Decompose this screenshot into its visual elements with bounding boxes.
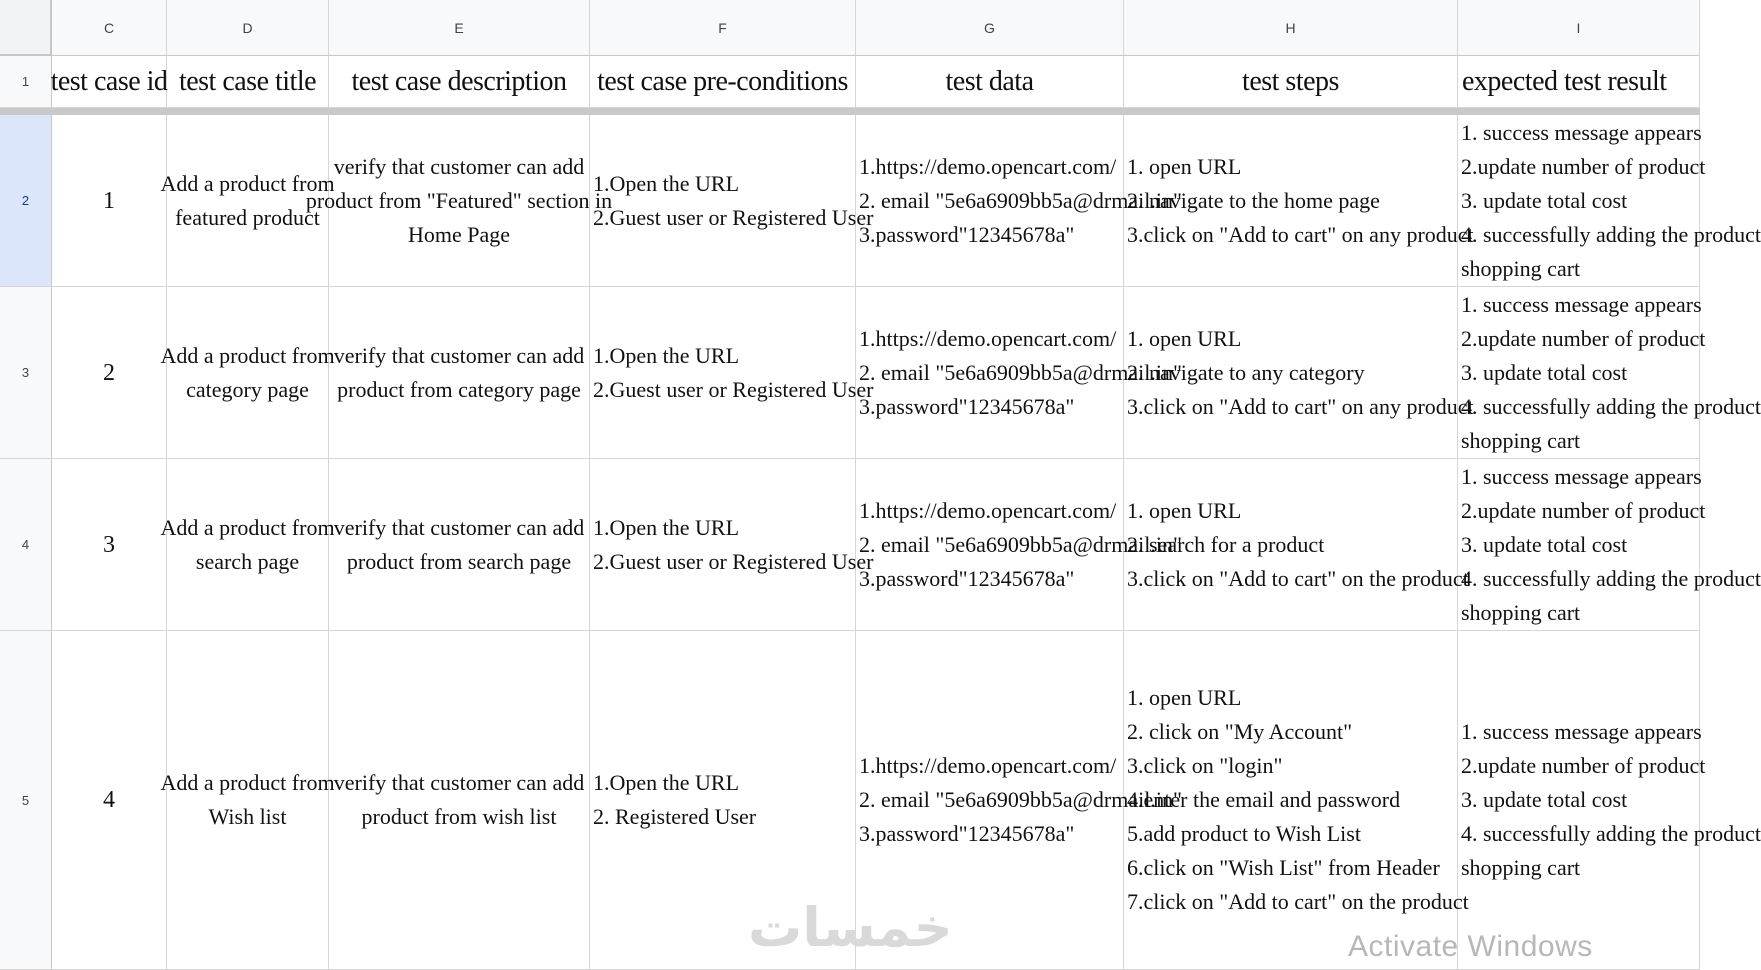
cell-description[interactable] xyxy=(329,459,590,631)
cell-line: Add a product from xyxy=(160,170,335,196)
cell-description[interactable] xyxy=(329,287,590,459)
cell-preconditions[interactable] xyxy=(590,287,874,459)
header-cell-test-case-id[interactable]: test case id xyxy=(52,56,167,108)
freeze-divider xyxy=(856,108,1124,115)
cell-line: 3.click on "Add to cart" on the product xyxy=(1127,565,1469,591)
cell-line: 2.update number of product xyxy=(1461,497,1706,523)
cell-line: 4. successfully adding the product xyxy=(1461,221,1761,247)
cell-line: shopping cart xyxy=(1461,427,1581,453)
header-cell-test-steps[interactable]: test steps xyxy=(1124,56,1458,108)
cell-test-steps[interactable] xyxy=(1124,287,1474,459)
cell-line: shopping cart xyxy=(1461,855,1581,880)
cell-line: 2.update number of product xyxy=(1461,153,1706,179)
cell-line: 5.add product to Wish List xyxy=(1127,821,1361,846)
brand-logo-watermark: خمسات xyxy=(748,896,953,959)
cell-line: product from search page xyxy=(346,548,572,574)
cell-line: 3.password"12345678a" xyxy=(859,393,1075,419)
cell-line: 2.update number of product xyxy=(1461,325,1706,351)
cell-expected-result[interactable] xyxy=(1458,287,1761,459)
cell-line: 3.password"12345678a" xyxy=(859,821,1075,846)
cell-line: product from category page xyxy=(337,376,581,402)
cell-line: 3. update total cost xyxy=(1461,787,1628,812)
row-header-3[interactable]: 3 xyxy=(0,287,52,459)
cell-line: 1. success message appears xyxy=(1461,719,1702,744)
cell-line: 1.https://demo.opencart.com/ xyxy=(859,753,1117,778)
row-header-2[interactable]: 2 xyxy=(0,115,52,287)
cell-line: 7.click on "Add to cart" on the product xyxy=(1127,889,1469,914)
select-all-corner[interactable] xyxy=(0,0,52,56)
cell-line: verify that customer can add xyxy=(333,342,585,368)
freeze-divider xyxy=(1458,108,1700,115)
column-header-f[interactable]: F xyxy=(590,0,856,56)
cell-line: 6.click on "Wish List" from Header xyxy=(1127,855,1440,880)
cell-test-steps[interactable] xyxy=(1124,631,1469,970)
cell-description[interactable] xyxy=(329,631,590,970)
cell-line: 2. navigate to any category xyxy=(1127,359,1365,385)
cell-test-steps[interactable] xyxy=(1124,459,1469,631)
column-header-h[interactable]: H xyxy=(1124,0,1458,56)
cell-test-data[interactable] xyxy=(856,459,1182,631)
cell-line: category page xyxy=(186,376,309,402)
cell-description[interactable] xyxy=(305,115,613,287)
header-cell-expected-result[interactable]: expected test result xyxy=(1458,56,1700,108)
cell-line: featured product xyxy=(175,204,320,230)
cell-line: Add a product from xyxy=(160,514,335,540)
cell-line: 1.https://demo.opencart.com/ xyxy=(859,497,1117,523)
freeze-divider xyxy=(1124,108,1458,115)
cell-test-case-title[interactable] xyxy=(160,287,335,459)
cell-line: 3.click on "Add to cart" on any product xyxy=(1127,221,1474,247)
cell-line: search page xyxy=(195,548,300,574)
cell-line: 1.https://demo.opencart.com/ xyxy=(859,325,1117,351)
cell-line: 3. update total cost xyxy=(1461,531,1628,557)
cell-line: 1.Open the URL xyxy=(593,770,740,795)
cell-line: 4. successfully adding the product xyxy=(1461,565,1761,591)
row-header-4[interactable]: 4 xyxy=(0,459,52,631)
cell-line: 1. open URL xyxy=(1127,685,1242,710)
cell-line: 3.click on "Add to cart" on any product xyxy=(1127,393,1474,419)
cell-test-case-id[interactable]: 1 xyxy=(52,115,167,287)
freeze-divider xyxy=(329,108,590,115)
column-header-e[interactable]: E xyxy=(329,0,590,56)
cell-test-case-title[interactable] xyxy=(160,459,335,631)
cell-line: 1.Open the URL xyxy=(593,342,740,368)
cell-line: 2. search for a product xyxy=(1127,531,1325,557)
cell-line: 2. navigate to the home page xyxy=(1127,187,1380,213)
cell-line: verify that customer can add xyxy=(333,770,585,795)
cell-test-data[interactable] xyxy=(856,115,1182,287)
cell-test-case-id[interactable]: 3 xyxy=(52,459,167,631)
cell-line: shopping cart xyxy=(1461,255,1581,281)
cell-test-case-id[interactable]: 2 xyxy=(52,287,167,459)
cell-line: Add a product from xyxy=(160,342,335,368)
freeze-divider xyxy=(0,108,52,115)
cell-test-case-title[interactable] xyxy=(160,115,335,287)
row-header-1[interactable]: 1 xyxy=(0,56,52,108)
freeze-divider xyxy=(167,108,329,115)
cell-line: 2. Registered User xyxy=(593,804,757,829)
cell-line: 2. click on "My Account" xyxy=(1127,719,1353,744)
cell-line: 2. email "5e6a6909bb5a@drmail.in" xyxy=(859,187,1182,213)
cell-line: 1. success message appears xyxy=(1461,291,1702,317)
header-cell-test-case-title[interactable]: test case title xyxy=(167,56,329,108)
cell-line: 1. success message appears xyxy=(1461,463,1702,489)
cell-line: 4.enter the email and password xyxy=(1127,787,1401,812)
cell-line: 2. email "5e6a6909bb5a@drmail.in" xyxy=(859,359,1182,385)
cell-line: 1. open URL xyxy=(1127,497,1242,523)
cell-expected-result[interactable] xyxy=(1458,631,1761,970)
cell-line: 4. successfully adding the product xyxy=(1461,393,1761,419)
cell-line: 1.Open the URL xyxy=(593,514,740,540)
cell-test-case-title[interactable] xyxy=(160,631,335,970)
cell-line: Wish list xyxy=(208,804,287,829)
cell-line: 2.update number of product xyxy=(1461,753,1706,778)
cell-line: Home Page xyxy=(407,221,511,247)
cell-line: 3.password"12345678a" xyxy=(859,221,1075,247)
cell-preconditions[interactable] xyxy=(590,459,874,631)
cell-expected-result[interactable] xyxy=(1458,459,1761,631)
cell-line: product from "Featured" section in xyxy=(305,187,613,213)
cell-line: verify that customer can add xyxy=(333,153,585,179)
cell-line: 2.Guest user or Registered User xyxy=(593,204,874,230)
freeze-divider xyxy=(590,108,856,115)
column-header-c[interactable]: C xyxy=(52,0,167,56)
cell-line: 3. update total cost xyxy=(1461,359,1628,385)
cell-line: product from wish list xyxy=(361,804,557,829)
column-header-i[interactable]: I xyxy=(1458,0,1700,56)
cell-line: 2. email "5e6a6909bb5a@drmail.in" xyxy=(859,531,1182,557)
cell-test-case-id[interactable]: 4 xyxy=(52,631,167,970)
cell-line: 1.Open the URL xyxy=(593,170,740,196)
cell-line: 2. email "5e6a6909bb5a@drmail.in" xyxy=(859,787,1182,812)
cell-test-steps[interactable] xyxy=(1124,115,1474,287)
header-cell-description[interactable]: test case description xyxy=(329,56,590,108)
cell-line: 3.password"12345678a" xyxy=(859,565,1075,591)
cell-line: Add a product from xyxy=(160,770,335,795)
header-cell-preconditions[interactable]: test case pre-conditions xyxy=(590,56,856,108)
header-cell-test-data[interactable]: test data xyxy=(856,56,1124,108)
cell-line: 2.Guest user or Registered User xyxy=(593,376,874,402)
cell-line: 1. open URL xyxy=(1127,325,1242,351)
cell-line: 1. success message appears xyxy=(1461,119,1702,145)
cell-line: shopping cart xyxy=(1461,599,1581,625)
cell-line: 3. update total cost xyxy=(1461,187,1628,213)
column-header-d[interactable]: D xyxy=(167,0,329,56)
cell-line: 2.Guest user or Registered User xyxy=(593,548,874,574)
column-header-g[interactable]: G xyxy=(856,0,1124,56)
cell-line: 3.click on "login" xyxy=(1127,753,1283,778)
cell-line: verify that customer can add xyxy=(333,514,585,540)
activate-windows-watermark: Activate Windows xyxy=(1348,930,1593,963)
freeze-divider xyxy=(52,108,167,115)
cell-preconditions[interactable] xyxy=(590,115,874,287)
row-header-5[interactable]: 5 xyxy=(0,631,52,970)
cell-line: 4. successfully adding the product xyxy=(1461,821,1761,846)
cell-line: 1. open URL xyxy=(1127,153,1242,179)
cell-expected-result[interactable] xyxy=(1458,115,1761,287)
cell-test-data[interactable] xyxy=(856,287,1182,459)
cell-line: 1.https://demo.opencart.com/ xyxy=(859,153,1117,179)
